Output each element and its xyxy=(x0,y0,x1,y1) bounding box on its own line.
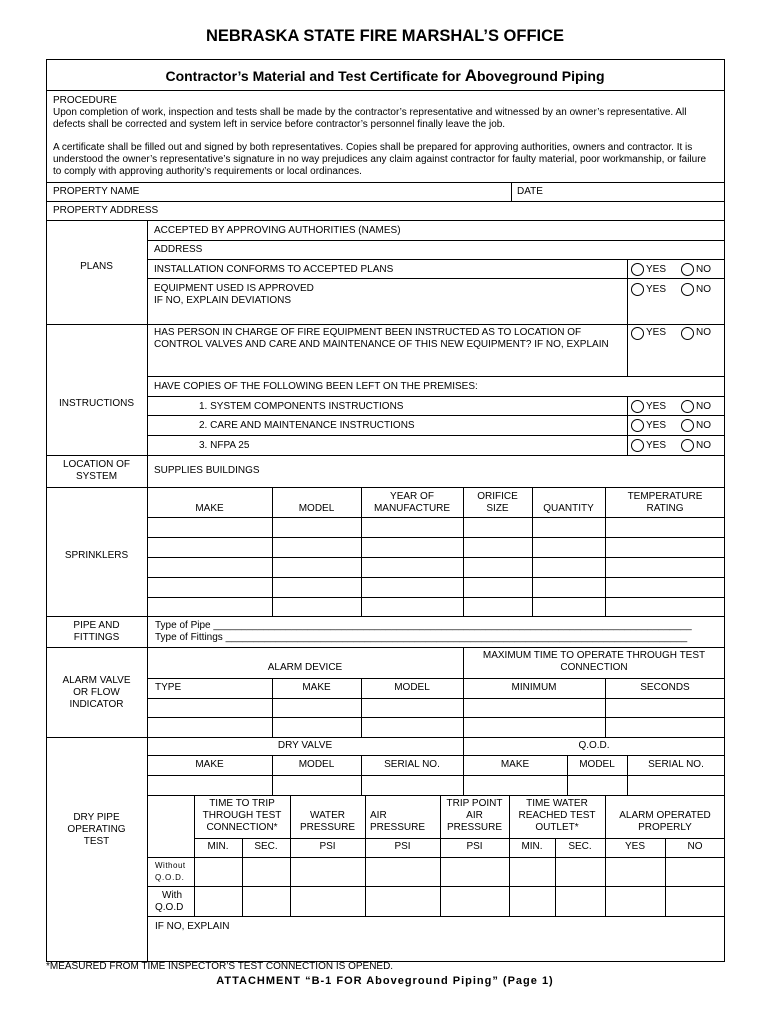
rule xyxy=(147,537,725,538)
time-to-trip-heading: CONNECTION* xyxy=(206,822,278,833)
plans-address-field[interactable]: ADDRESS xyxy=(154,244,203,255)
unit-min: MIN. xyxy=(207,841,229,852)
procedure-heading: PROCEDURE xyxy=(53,95,117,106)
rule xyxy=(46,182,725,183)
rule xyxy=(147,376,725,377)
instructions-label: INSTRUCTIONS xyxy=(59,398,134,409)
person-question: HAS PERSON IN CHARGE OF FIRE EQUIPMENT BEEN INSTRUCTED AS TO LOCATION OF xyxy=(154,327,582,338)
procedure-text: A certificate shall be filled out and signed by both representatives. Copies shall be prepared for approving authorities, owners and contractor. It is xyxy=(53,142,693,153)
unit-min: MIN. xyxy=(521,841,543,852)
no-label: NO xyxy=(696,420,711,431)
rule xyxy=(147,240,725,241)
time-water-heading: TIME WATER xyxy=(526,798,588,809)
unit-sec: SEC. xyxy=(254,841,278,852)
alarm-label: ALARM VALVE xyxy=(62,675,131,686)
col-orifice: ORIFICE xyxy=(477,491,518,502)
rule xyxy=(46,324,725,325)
col-seconds: SECONDS xyxy=(640,682,690,693)
col-year: MANUFACTURE xyxy=(373,503,451,514)
if-no-explain-field[interactable]: IF NO, EXPLAIN xyxy=(155,921,230,932)
rule xyxy=(147,886,725,887)
sprinklers-label: SPRINKLERS xyxy=(64,550,129,561)
rule xyxy=(147,597,725,598)
alarm-label: INDICATOR xyxy=(69,699,124,710)
alarm-device-heading: ALARM DEVICE xyxy=(267,662,343,673)
no-radio[interactable] xyxy=(681,439,694,452)
time-water-heading: REACHED TEST xyxy=(518,810,596,821)
col-quantity: QUANTITY xyxy=(543,503,594,514)
yes-radio[interactable] xyxy=(631,419,644,432)
water-pressure-heading: PRESSURE xyxy=(299,822,355,833)
no-radio[interactable] xyxy=(681,400,694,413)
rule xyxy=(147,577,725,578)
yes-label: YES xyxy=(646,420,667,431)
rule xyxy=(147,857,725,858)
col-model: MODEL xyxy=(579,759,615,770)
with-qod-label: With xyxy=(162,890,182,901)
unit-psi: PSI xyxy=(394,841,411,852)
col-minimum: MINIMUM xyxy=(511,682,557,693)
yes-label: YES xyxy=(646,284,667,295)
alarm-operated-heading: PROPERLY xyxy=(638,822,692,833)
copies-item: 2. CARE AND MAINTENANCE INSTRUCTIONS xyxy=(199,420,415,431)
yes-radio[interactable] xyxy=(631,283,644,296)
yes-radio[interactable] xyxy=(631,263,644,276)
rule xyxy=(46,455,725,456)
trip-point-heading: PRESSURE xyxy=(446,822,502,833)
type-of-fittings-field[interactable]: Type of Fittings ___________________________________________________________________________________ xyxy=(155,632,688,643)
col-serial: SERIAL NO. xyxy=(384,759,440,770)
trip-point-heading: TRIP POINT xyxy=(446,798,503,809)
procedure-text: Upon completion of work, inspection and tests shall be made by the contractor’s representative and witnessed by an owner’s representative. All xyxy=(53,107,687,118)
location-label: LOCATION OF xyxy=(62,459,131,470)
location-label: SYSTEM xyxy=(75,471,118,482)
alarm-no: NO xyxy=(687,841,703,852)
qod-heading: Q.O.D. xyxy=(578,740,610,751)
rule xyxy=(511,182,512,202)
no-label: NO xyxy=(696,401,711,412)
col-model: MODEL xyxy=(394,682,430,693)
alarm-operated-heading: ALARM OPERATED xyxy=(619,810,711,821)
rule xyxy=(46,201,725,202)
col-make: MAKE xyxy=(302,682,331,693)
no-label: NO xyxy=(696,284,711,295)
col-type: TYPE xyxy=(155,682,182,693)
col-model: MODEL xyxy=(298,759,335,770)
col-temperature: RATING xyxy=(646,503,684,514)
person-question: CONTROL VALVES AND CARE AND MAINTENANCE OF THIS NEW EQUIPMENT? IF NO, EXPLAIN xyxy=(154,339,609,350)
equipment-question: IF NO, EXPLAIN DEVIATIONS xyxy=(154,295,292,306)
col-year: YEAR OF xyxy=(390,491,434,502)
no-label: NO xyxy=(696,327,711,338)
yes-radio[interactable] xyxy=(631,439,644,452)
property-name-field[interactable]: PROPERTY NAME xyxy=(53,186,140,197)
dry-pipe-label: OPERATING xyxy=(67,824,126,835)
without-qod-label: Q.O.D. xyxy=(155,873,185,882)
rule xyxy=(46,59,725,60)
no-label: NO xyxy=(696,264,711,275)
copies-question: HAVE COPIES OF THE FOLLOWING BEEN LEFT ON THE PREMISES: xyxy=(154,381,478,392)
form-title-post: boveground Piping xyxy=(476,68,605,84)
supplies-buildings-field[interactable]: SUPPLIES BUILDINGS xyxy=(154,465,260,476)
yes-label: YES xyxy=(646,440,667,451)
time-water-heading: OUTLET* xyxy=(535,822,579,833)
rule xyxy=(627,259,628,324)
alarm-label: OR FLOW xyxy=(73,687,120,698)
no-radio[interactable] xyxy=(681,283,694,296)
equipment-question: EQUIPMENT USED IS APPROVED xyxy=(154,283,314,294)
time-to-trip-heading: TIME TO TRIP xyxy=(209,798,275,809)
air-pressure-heading: PRESSURE xyxy=(370,822,426,833)
rule xyxy=(627,396,628,455)
col-make: MAKE xyxy=(195,503,224,514)
with-qod-label: Q.O.D xyxy=(155,902,184,913)
unit-sec: SEC. xyxy=(568,841,592,852)
max-time-heading: CONNECTION xyxy=(560,662,628,673)
date-field[interactable]: DATE xyxy=(517,186,543,197)
col-model: MODEL xyxy=(298,503,335,514)
office-title: NEBRASKA STATE FIRE MARSHAL’S OFFICE xyxy=(205,27,565,45)
pipe-label: PIPE AND xyxy=(73,620,120,631)
rule xyxy=(46,90,725,91)
rule xyxy=(147,278,725,279)
rule xyxy=(147,517,725,518)
type-of-pipe-field[interactable]: Type of Pipe ______________________________________________________________________________________ xyxy=(155,620,692,631)
property-address-field[interactable]: PROPERTY ADDRESS xyxy=(53,205,159,216)
time-to-trip-heading: THROUGH TEST xyxy=(202,810,282,821)
no-radio[interactable] xyxy=(681,419,694,432)
rule xyxy=(147,435,725,436)
rule xyxy=(46,647,725,648)
dry-pipe-label: TEST xyxy=(83,836,110,847)
rule xyxy=(46,737,725,738)
col-orifice: SIZE xyxy=(486,503,509,514)
no-radio[interactable] xyxy=(681,263,694,276)
rule xyxy=(147,678,725,679)
rule xyxy=(147,755,725,756)
alarm-yes: YES xyxy=(624,841,645,852)
rule xyxy=(147,396,725,397)
yes-radio[interactable] xyxy=(631,327,644,340)
rule xyxy=(147,557,725,558)
air-pressure-heading: AIR xyxy=(370,810,387,821)
rule xyxy=(46,616,725,617)
rule xyxy=(194,838,725,839)
rule xyxy=(365,795,366,916)
procedure-text: to comply with approving authority’s requirements or local ordinances. xyxy=(53,166,362,177)
rule xyxy=(627,324,628,376)
yes-radio[interactable] xyxy=(631,400,644,413)
pipe-label: FITTINGS xyxy=(73,632,120,643)
installation-question: INSTALLATION CONFORMS TO ACCEPTED PLANS xyxy=(154,264,394,275)
rule xyxy=(147,415,725,416)
copies-item: 3. NFPA 25 xyxy=(199,440,250,451)
procedure-text: defects shall be corrected and system left in service before contractor’s personnel finally leave the job. xyxy=(53,119,506,130)
without-qod-label: Without xyxy=(155,861,186,870)
col-make: MAKE xyxy=(500,759,530,770)
no-label: NO xyxy=(696,440,711,451)
rule xyxy=(147,916,725,917)
plans-label: PLANS xyxy=(80,261,113,272)
yes-label: YES xyxy=(646,401,667,412)
col-temperature: TEMPERATURE xyxy=(627,491,703,502)
yes-label: YES xyxy=(646,327,667,338)
col-serial: SERIAL NO. xyxy=(648,759,704,770)
procedure-text: understood the owner’s representative’s signature in no way prejudices any claim against contractor for faulty material, poor workmanship, or failure xyxy=(53,154,707,165)
accepted-by-field[interactable]: ACCEPTED BY APPROVING AUTHORITIES (NAMES) xyxy=(154,225,401,236)
rule xyxy=(147,220,148,961)
form-title-pre: Contractor’s Material and Test Certificate for xyxy=(165,68,465,84)
rule xyxy=(147,795,725,796)
rule xyxy=(147,259,725,260)
col-make: MAKE xyxy=(195,759,224,770)
unit-psi: PSI xyxy=(466,841,483,852)
footnote: *MEASURED FROM TIME INSPECTOR’S TEST CONNECTION IS OPENED. xyxy=(46,961,394,972)
rule xyxy=(147,775,725,776)
unit-psi: PSI xyxy=(319,841,336,852)
water-pressure-heading: WATER xyxy=(310,810,345,821)
dry-valve-heading: DRY VALVE xyxy=(277,740,333,751)
copies-item: 1. SYSTEM COMPONENTS INSTRUCTIONS xyxy=(199,401,404,412)
form-title xyxy=(46,67,724,85)
rule xyxy=(46,487,725,488)
dry-pipe-label: DRY PIPE xyxy=(73,812,120,823)
trip-point-heading: AIR xyxy=(466,810,483,821)
max-time-heading: MAXIMUM TIME TO OPERATE THROUGH TEST xyxy=(482,650,706,661)
attachment-caption: ATTACHMENT “B-1 FOR Aboveground Piping” (Page 1) xyxy=(216,975,554,987)
yes-label: YES xyxy=(646,264,667,275)
form-title-initial: A xyxy=(464,66,477,85)
rule xyxy=(147,698,725,699)
rule xyxy=(147,717,725,718)
no-radio[interactable] xyxy=(681,327,694,340)
